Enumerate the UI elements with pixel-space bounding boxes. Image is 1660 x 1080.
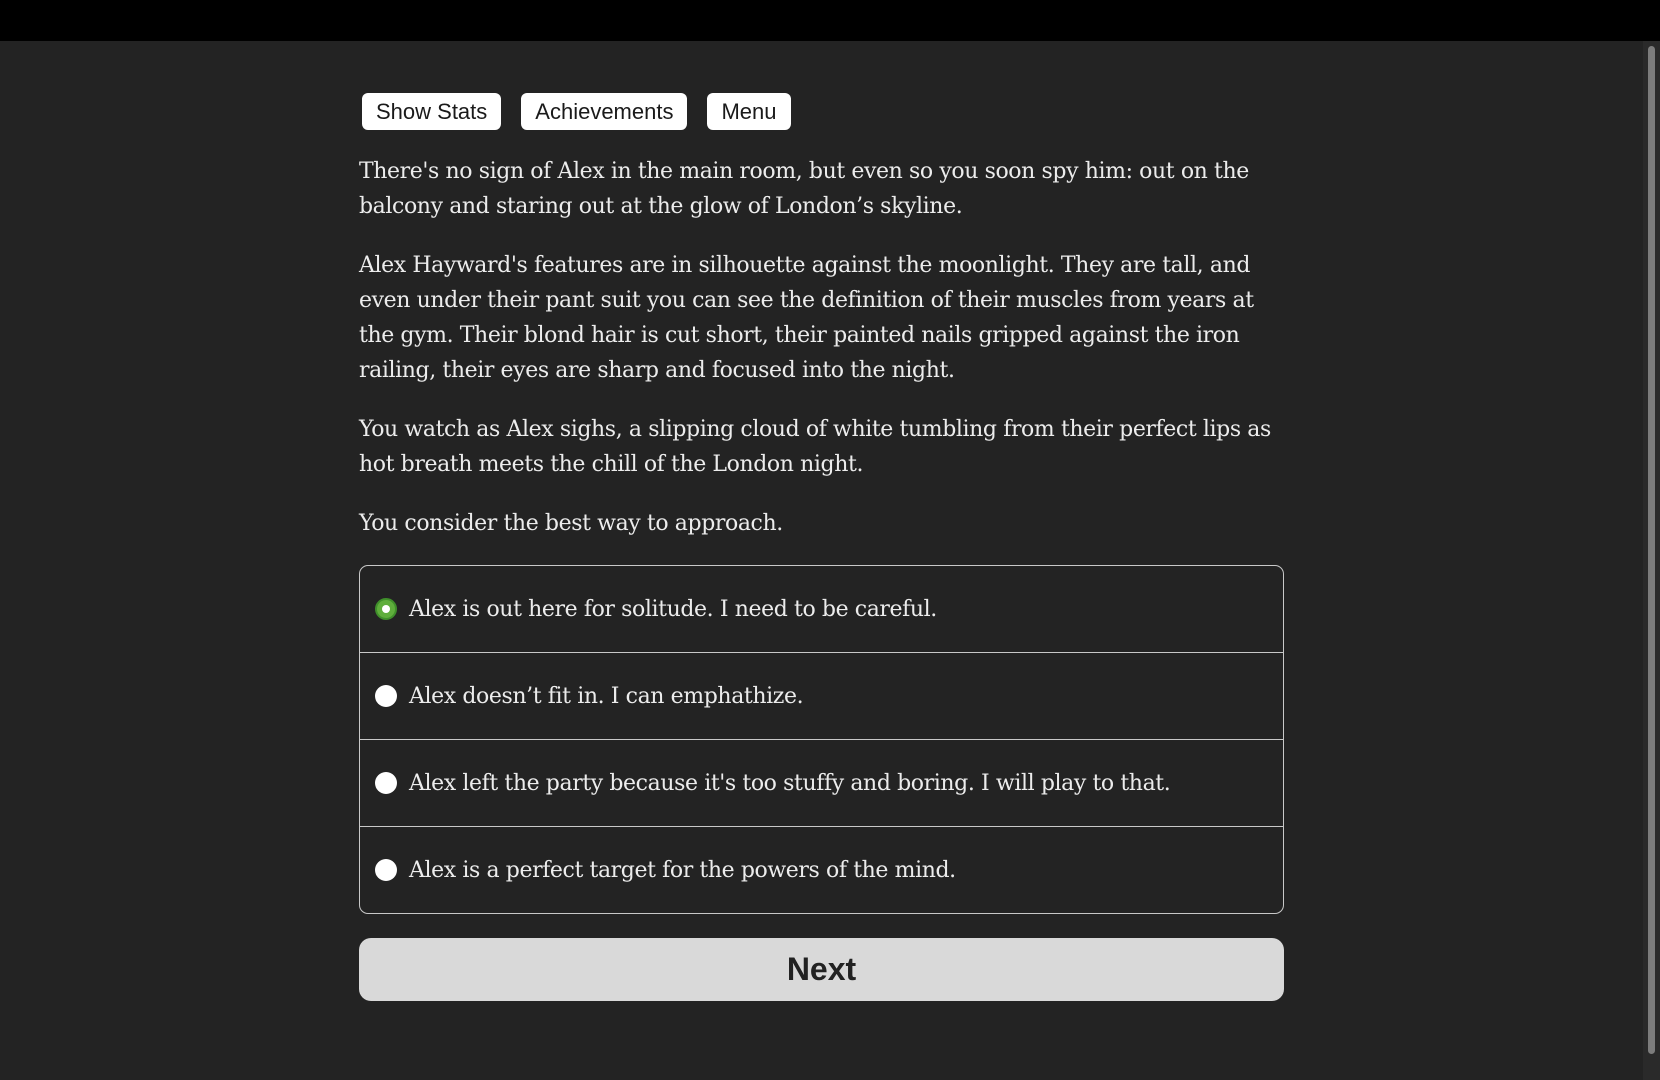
choice-label: Alex left the party because it's too stuffy and boring. I will play to that. — [409, 770, 1171, 796]
choice-option-3[interactable] — [360, 740, 1283, 827]
choice-list — [359, 565, 1284, 914]
radio-selected-icon[interactable] — [375, 598, 397, 620]
menu-button[interactable]: Menu — [707, 93, 790, 130]
show-stats-button[interactable]: Show Stats — [362, 93, 501, 130]
choice-label: Alex is out here for solitude. I need to be careful. — [409, 596, 937, 622]
game-content — [359, 93, 1284, 1001]
choice-label: Alex doesn’t fit in. I can emphathize. — [409, 683, 804, 709]
story-paragraph: You consider the best way to approach. — [359, 511, 783, 536]
achievements-button[interactable]: Achievements — [521, 93, 687, 130]
choice-option-4[interactable] — [360, 827, 1283, 913]
next-button[interactable]: Next — [359, 938, 1284, 1001]
radio-unselected-icon[interactable] — [375, 772, 397, 794]
story-paragraph: There's no sign of Alex in the main room, but even so you soon spy him: out on the balcony and staring out at the glow of London’s skyline. — [359, 159, 1249, 219]
browser-top-bar — [0, 0, 1660, 41]
choice-option-2[interactable] — [360, 653, 1283, 740]
choice-label: Alex is a perfect target for the powers of the mind. — [409, 857, 956, 883]
radio-unselected-icon[interactable] — [375, 685, 397, 707]
story-paragraph: Alex Hayward's features are in silhouette against the moonlight. They are tall, and even under their pant suit you can see the definition of their muscles from years at the gym. Their blond hair is cut short, their painted nails gripped against the iron railing, their eyes are sharp and focused into the night. — [359, 253, 1254, 383]
choice-option-1[interactable] — [360, 566, 1283, 653]
story-text — [359, 154, 1284, 541]
story-paragraph: You watch as Alex sighs, a slipping cloud of white tumbling from their perfect lips as hot breath meets the chill of the London night. — [359, 417, 1271, 477]
toolbar — [359, 93, 1284, 130]
scrollbar-thumb[interactable] — [1648, 46, 1655, 1054]
radio-unselected-icon[interactable] — [375, 859, 397, 881]
